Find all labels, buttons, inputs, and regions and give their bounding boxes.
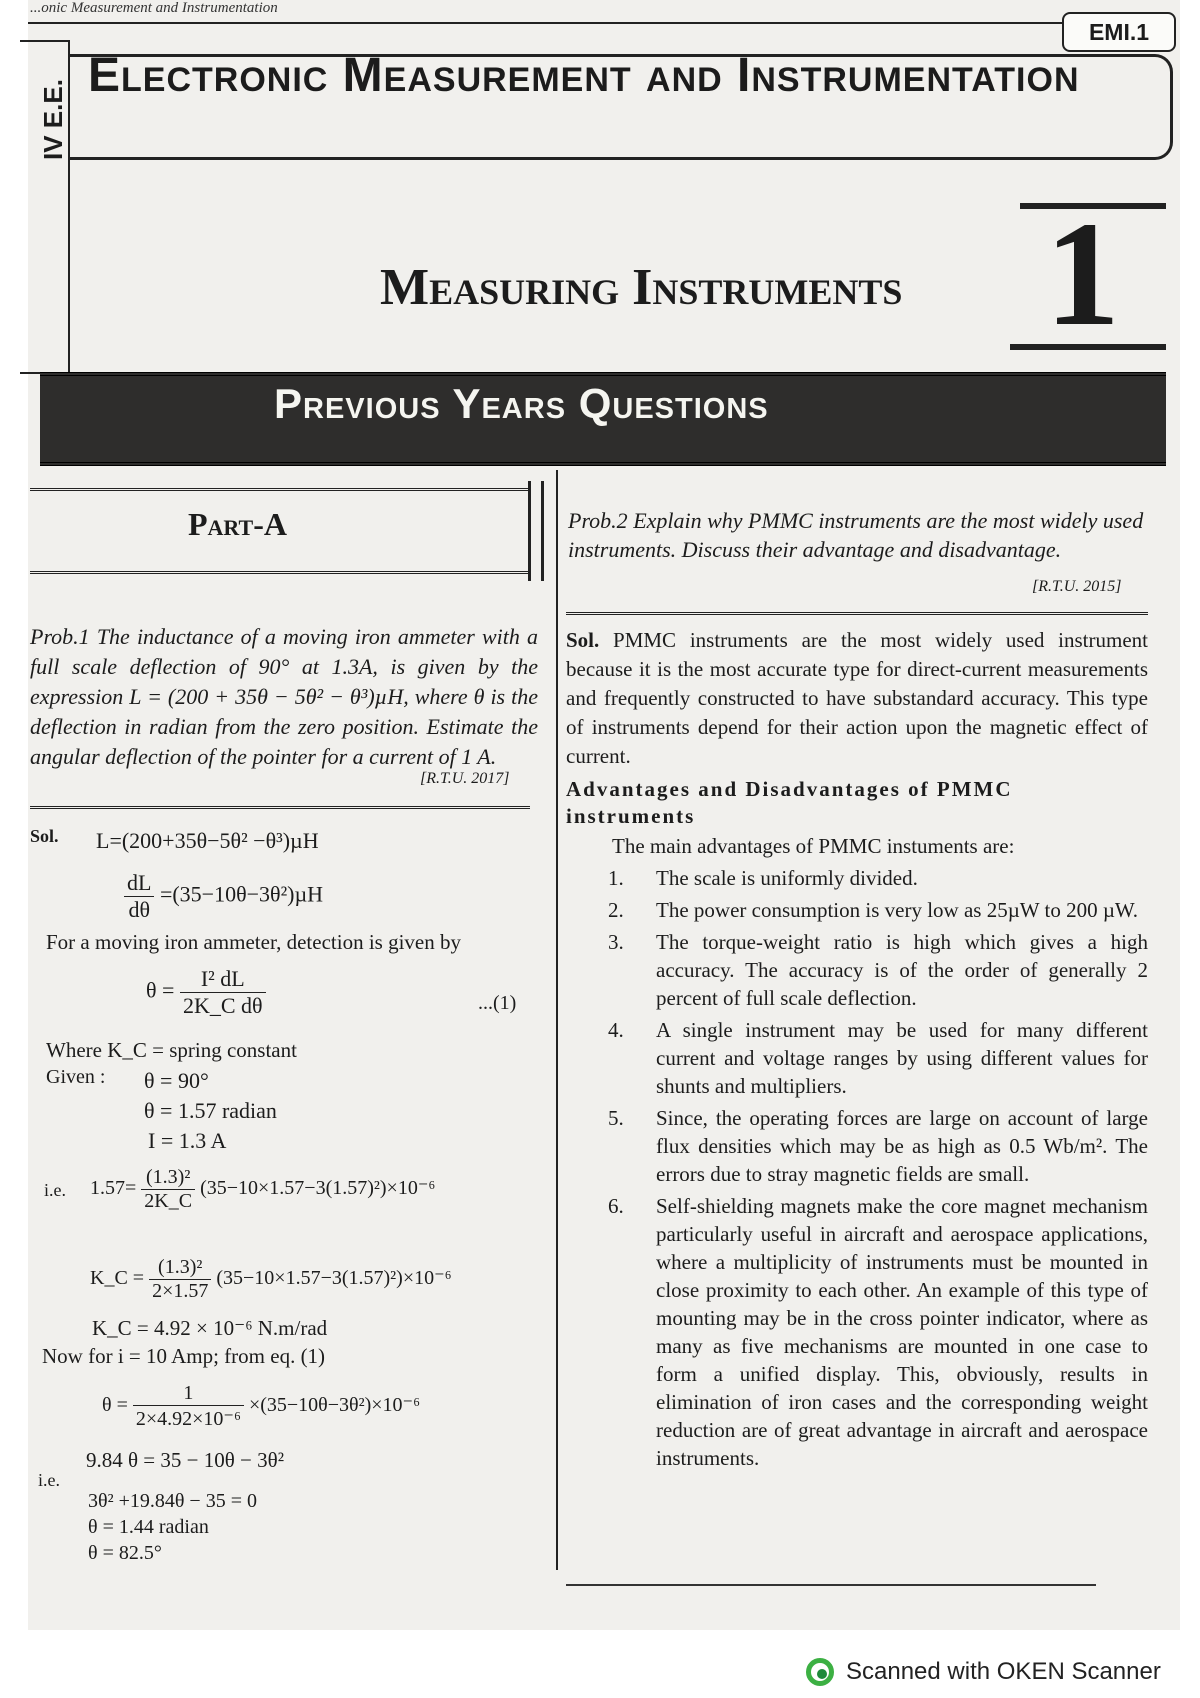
- column-divider: [556, 470, 558, 1570]
- now-text: Now for i = 10 Amp; from eq. (1): [42, 1344, 326, 1368]
- prob2-question-text: Explain why PMMC instruments are the most widely used instruments. Discuss their advantage and disadvantage.: [568, 508, 1144, 562]
- dL-dtheta-fraction: [124, 870, 154, 923]
- frac-den: dθ: [128, 897, 150, 922]
- eq-result-rad: θ = 1.44 radian: [88, 1516, 209, 1538]
- eq-theta-general: [146, 966, 266, 1019]
- running-title: ...onic Measurement and Instrumentation: [30, 0, 278, 16]
- scanner-logo-icon: [806, 1658, 834, 1686]
- item-text: The scale is uniformly divided.: [656, 866, 918, 890]
- eq-lhs: θ =: [146, 977, 175, 1003]
- where-text: Where K_C = spring constant: [46, 1038, 297, 1062]
- eq-rhs: (35−10×1.57−3(1.57)²)×10⁻⁶: [216, 1267, 452, 1290]
- prob2-sol-text: PMMC instruments are the most widely used instrument because it is the most accurate type for direct-current measurements and frequently constructed to have substandard accuracy. This type of instruments depend for their action upon the magnetic effect of current.: [566, 628, 1148, 768]
- list-item: [608, 1192, 1148, 1472]
- eq-rhs: (35−10×1.57−3(1.57)²)×10⁻⁶: [200, 1177, 436, 1200]
- item-number: 5.: [608, 1106, 624, 1130]
- eq-derivative: [124, 870, 323, 923]
- chapter-rule-bottom: [1010, 344, 1166, 350]
- item-number: 3.: [608, 930, 624, 954]
- eq-theta-solve: [102, 1382, 420, 1431]
- prob2-label: Prob.2: [568, 508, 628, 533]
- item-text: The torque-weight ratio is high which gives a high accuracy. The accuracy is of the order of generally 2 percent of full scale deflection.: [656, 930, 1148, 1010]
- frac-den: 2×4.92×10⁻⁶: [135, 1408, 241, 1430]
- item-text: Since, the operating forces are large on account of large flux densities which may be as high as 0.5 Wb/m². The errors due to stray magnetic fields are small.: [656, 1106, 1148, 1186]
- side-label: IV E.E.: [38, 79, 68, 160]
- prob2-reference: [R.T.U. 2015]: [1032, 578, 1122, 595]
- detection-text: For a moving iron ammeter, detection is given by: [46, 930, 461, 954]
- section-banner-title: Previous Years Questions: [274, 380, 769, 427]
- given-theta-deg: θ = 90°: [144, 1068, 209, 1093]
- item-text: A single instrument may be used for many different current and voltage ranges by using different values for shunts and multipliers.: [656, 1018, 1148, 1098]
- advantages-list: [608, 864, 1148, 1476]
- prob2-sol-label: Sol.: [566, 628, 600, 652]
- eq-result-deg: θ = 82.5°: [88, 1542, 162, 1564]
- prob1-rule: [30, 806, 530, 809]
- item-number: 6.: [608, 1194, 624, 1218]
- frac-den: 2K_C: [144, 1190, 193, 1212]
- part-a-label: Part-A: [188, 506, 287, 542]
- frac-num: 1: [133, 1382, 244, 1406]
- chapter-title: Measuring Instruments: [380, 259, 903, 316]
- eq-kc: [90, 1256, 452, 1303]
- frac-num: (1.3)²: [149, 1256, 211, 1280]
- eq-inductance: L=(200+35θ−5θ² −θ³)µH: [96, 828, 319, 853]
- list-item: [608, 1016, 1148, 1100]
- eq-step-3: 9.84 θ = 35 − 10θ − 3θ²: [86, 1448, 285, 1472]
- given-current: I = 1.3 A: [148, 1128, 227, 1153]
- eq-lhs: 1.57=: [90, 1177, 137, 1200]
- top-rule: [28, 22, 1063, 24]
- item-number: 1.: [608, 866, 624, 890]
- eq-substitution: [90, 1166, 435, 1213]
- advantages-intro: The main advantages of PMMC instuments are:: [612, 834, 1015, 858]
- list-item: [608, 1104, 1148, 1188]
- prob1-question: Prob.1 The inductance of a moving iron ammeter with a full scale deflection of 90° at 1.3A, is given by the expression L = (200 + 35θ − 5θ² − θ³)µH, where θ is the deflection in radian from the zero position. Estimate the angular deflection of the pointer for a current of 1 A.: [30, 624, 538, 769]
- eq-kc-value: K_C = 4.92 × 10⁻⁶ N.m/rad: [92, 1316, 328, 1340]
- eq-tag: ...(1): [478, 992, 517, 1014]
- eq-lhs: θ =: [102, 1394, 128, 1417]
- prob1-sol-label: Sol.: [30, 826, 59, 846]
- item-text: Self-shielding magnets make the core magnet mechanism particularly useful in aircraft and aerospace applications, where a multiplicity of instruments must be mounted in close proximity to each other. An example of this type of mounting may be in the cross pointer indicator, where as many as five mechanisms are mounted in one case to form a unified display. This, obviously, results in elimination of iron cases and the corresponding weight reduction are of great advantage in aircraft and aerospace instruments.: [656, 1194, 1148, 1470]
- frac-num: I² dL: [180, 966, 266, 993]
- scanner-watermark: Scanned with OKEN Scanner: [846, 1658, 1161, 1685]
- frac-num: dL: [124, 870, 154, 897]
- chapter-number: 1: [1045, 191, 1120, 357]
- item-number: 2.: [608, 898, 624, 922]
- book-title: Electronic Measurement and Instrumentation: [88, 49, 1080, 102]
- prob1-reference: [R.T.U. 2017]: [420, 770, 510, 787]
- list-item: [608, 928, 1148, 1012]
- frac-den: 2K_C dθ: [182, 993, 263, 1018]
- list-item: [608, 896, 1148, 924]
- given-label: Given :: [46, 1066, 106, 1088]
- list-item: [608, 864, 1148, 892]
- frac-num: (1.3)²: [141, 1166, 195, 1190]
- prob2-question: [568, 506, 1150, 564]
- item-text: The power consumption is very low as 25µW to 200 µW.: [656, 898, 1139, 922]
- prob2-solution: [566, 626, 1148, 771]
- prob2-rule: [566, 612, 1148, 615]
- eq-rhs: ×(35−10θ−3θ²)×10⁻⁶: [248, 1394, 421, 1417]
- frac-den: 2×1.57: [152, 1280, 209, 1302]
- eq-derivative-rhs: =(35−10θ−3θ²)µH: [159, 881, 324, 907]
- eq-lhs: K_C =: [90, 1267, 145, 1290]
- item-number: 4.: [608, 1018, 624, 1042]
- ie-label-2: i.e.: [38, 1470, 60, 1490]
- given-theta-rad: θ = 1.57 radian: [144, 1098, 277, 1123]
- eq-quadratic: 3θ² +19.84θ − 35 = 0: [88, 1490, 257, 1512]
- advantages-heading: Advantages and Disadvantages of PMMC instruments: [566, 777, 1013, 828]
- bottom-rule: [566, 1584, 1096, 1586]
- ie-label-1: i.e.: [44, 1180, 66, 1200]
- page-code-badge: EMI.1: [1062, 12, 1176, 52]
